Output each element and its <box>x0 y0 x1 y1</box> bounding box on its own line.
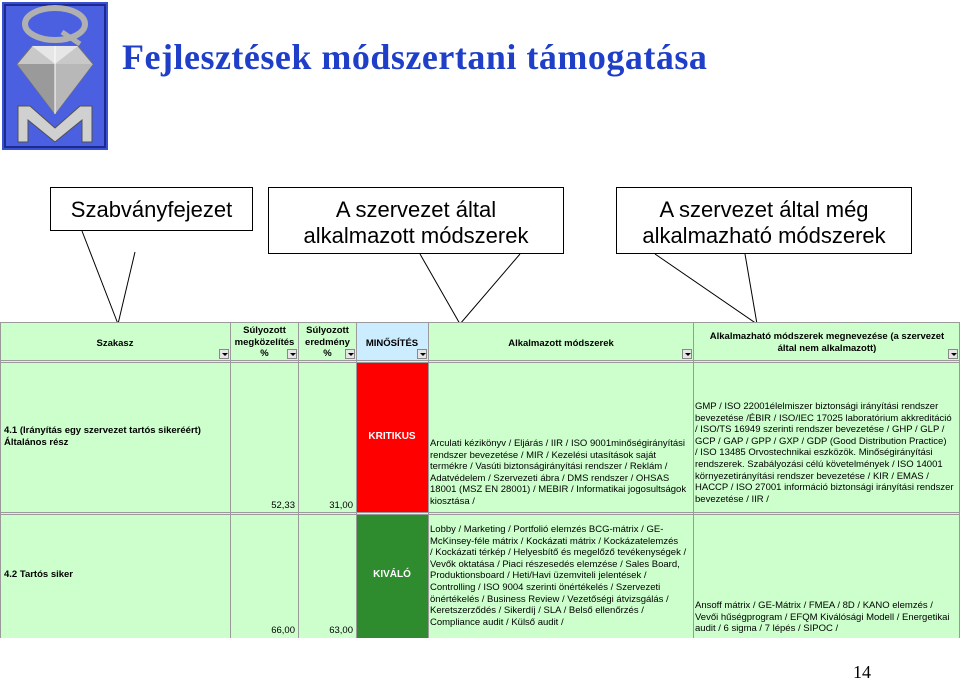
row2-applied-methods <box>430 524 693 628</box>
header-applicable-line2: által nem alkalmazott) <box>777 342 877 354</box>
row1-applicable-line: környezetirányítási rendszer bevezetése / KIR / EMAS / <box>695 470 929 482</box>
row2-applied-line: önértékelés / Business Review / Vezetőségi átvizsgálás / <box>430 593 669 605</box>
row1-applied-line: kiosztása / <box>430 495 475 507</box>
row1-applicable-line: bevezetése /ÉBIR / ISO/IEC 17025 laboratórium akkreditáció <box>695 412 952 424</box>
row1-applied-line: Arculati kézikönyv / Eljárás / IIR / ISO 9001minőségirányítási <box>430 438 686 449</box>
row1-applicable-line: GMP / ISO 22001élelmiszer biztonsági irányítási rendszer <box>695 401 939 412</box>
page-number: 14 <box>853 662 871 682</box>
row2-applied-line: Keretszerződés / Sikerdíj / SLA / Belső ellenőrzés / <box>430 605 644 617</box>
row2-applicable-line: Vevői hűségprogram / EFQM Kiválósági Modell / Energetikai <box>695 611 950 623</box>
header-weighted-result-line3: % <box>323 348 332 360</box>
row1-section-line2: Általános rész <box>4 436 69 448</box>
callout-applicable-methods <box>616 187 912 254</box>
callout-applied-line1: A szervezet által <box>335 197 497 222</box>
header-weighted-result-line1: Súlyozott <box>306 325 349 336</box>
row2-applicable-line: audit / 6 sigma / 7 lépés / SIPOC / <box>695 623 839 635</box>
row1-applicable-line: rendszerek. Szabályozási célú követelmények / ISO 14001 <box>695 458 943 470</box>
filter-dropdown-applied[interactable] <box>682 349 692 359</box>
row2-applied-line: Vevők oktatása / Piaci részesedés elemzése / Sales Board, <box>430 558 680 570</box>
callout-applicable-line1: A szervezet által még <box>659 197 869 222</box>
header-weighted-result-line2: eredmény <box>305 336 350 348</box>
header-applied: Alkalmazott módszerek <box>508 338 614 349</box>
page-title: Fejlesztések módszertani támogatása <box>122 37 708 77</box>
row2-applied-line: Compliance audit / Külső audit / <box>430 616 564 628</box>
callout-chapter-text: Szabványfejezet <box>70 197 233 222</box>
row1-applied-line: 18001 (MSZ EN 28001) / MEBIR / Informatikai jogosultságok <box>430 484 687 496</box>
row1-applied-methods <box>430 438 693 508</box>
filter-dropdown-section[interactable] <box>219 349 229 359</box>
row1-section <box>4 425 228 448</box>
row1-applied-line: Adatvédelem / Szervezeti ábra / DMS rendszer / OHSAS <box>430 472 670 484</box>
row2-section-line1: 4.2 Tartós siker <box>4 569 74 580</box>
callout-applicable-line2: alkalmazható módszerek <box>642 223 886 248</box>
header-weighted-approach-line1: Súlyozott <box>243 325 286 336</box>
row2-applied-line: McKinsey-féle mátrix / Kockázati mátrix / Kockázatelemzés <box>430 535 679 547</box>
row1-section-line1: 4.1 (Irányítás egy szervezet tartós sikeréért) <box>4 425 201 436</box>
row2-applied-line: Controlling / ISO 9004 szerinti önértékelés / Szervezeti <box>430 581 661 593</box>
spreadsheet <box>0 322 960 638</box>
filter-dropdown-rating[interactable] <box>417 349 427 359</box>
callout-pointers <box>0 0 960 330</box>
header-section: Szakasz <box>96 338 134 349</box>
row2-applicable-line: Ansoff mátrix / GE-Mátrix / FMEA / 8D / KANO elemzés / <box>695 600 933 611</box>
row1-applicable-line: / ISO 13485 Orvostechnikai eszközök. Minőségirányítási <box>695 447 933 459</box>
row1-applicable-line: HACCP / ISO 27001 információ biztonsági irányítási rendszer <box>695 482 954 494</box>
header-applicable <box>694 331 960 354</box>
row1-applied-line: termékre / Vasúti biztonságirányítási rendszer / Reklám / <box>430 461 668 473</box>
header-applicable-line1: Alkalmazható módszerek megnevezése (a szervezet <box>709 331 945 342</box>
row2-result-value: 63,00 <box>329 625 353 636</box>
row1-rating-label: KRITIKUS <box>368 431 416 442</box>
header-rating: MINŐSÍTÉS <box>365 338 419 349</box>
row2-applied-line: / Kockázati térkép / Helyesbítő és megelőző tevékenységek / <box>430 547 687 559</box>
callout-chapter <box>50 187 253 231</box>
filter-dropdown-applicable[interactable] <box>948 349 958 359</box>
header-weighted-approach-line3: % <box>260 348 269 360</box>
row1-applicable-line: GCP / GAP / GPP / GXP / GDP (Good Distribution Practice) <box>695 435 947 447</box>
row1-applicable-line: / ISO/TS 16949 szerinti rendszer bevezetése / GHP / GLP / <box>695 424 945 436</box>
row2-approach-value: 66,00 <box>271 625 295 636</box>
row2-applied-line: Lobby / Marketing / Portfolió elemzés BCG-mátrix / GE- <box>430 524 664 535</box>
row2-applied-line: Produktionsboard / Heti/Havi üzemviteli jelentések / <box>430 570 647 582</box>
row1-applied-line: rendszer bevezetése / MIR / Kezelési utasítások saját <box>430 449 656 461</box>
row1-result-value: 31,00 <box>329 500 353 511</box>
filter-dropdown-result[interactable] <box>345 349 355 359</box>
row2-rating-label: KIVÁLÓ <box>373 569 411 580</box>
row1-applicable-line: bevezetése / IIR / <box>695 493 769 505</box>
header-weighted-approach-line2: megközelítés <box>234 336 295 348</box>
row2-applicable-methods <box>695 600 959 635</box>
filter-dropdown-approach[interactable] <box>287 349 297 359</box>
callout-applied-line2: alkalmazott módszerek <box>303 223 529 248</box>
callout-applied-methods <box>268 187 564 254</box>
row1-applicable-methods <box>695 401 959 505</box>
row2-section <box>4 569 228 581</box>
row1-approach-value: 52,33 <box>271 500 295 511</box>
